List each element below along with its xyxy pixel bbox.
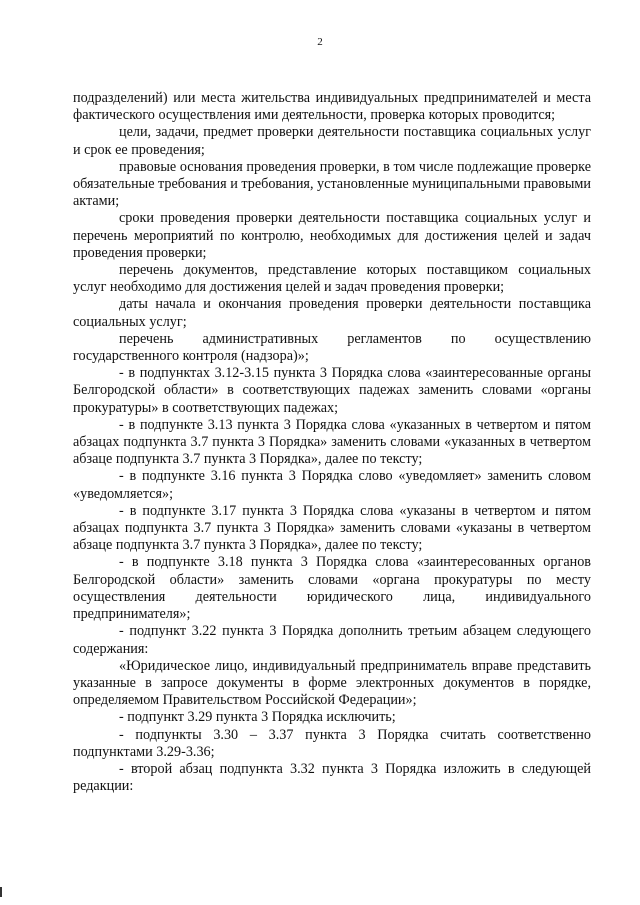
paragraph: перечень документов, представление которых поставщиком социальных услуг необходимо для достижения целей и задач проведения проверки;: [73, 262, 591, 296]
paragraph: подразделений) или места жительства индивидуальных предпринимателей и места фактического осуществления ими деятельности, проверка которых проводится;: [73, 90, 591, 124]
paragraph: - в подпункте 3.13 пункта 3 Порядка слова «указанных в четвертом и пятом абзацах подпункта 3.7 пункта 3 Порядка» заменить словами «указанных в четвертом абзаце подпункта 3.7 пункта 3 Порядка», далее по тексту;: [73, 416, 591, 468]
scan-mark: [0, 887, 2, 897]
paragraph: - в подпункте 3.18 пункта 3 Порядка слова «заинтересованных органов Белгородской области» заменить словами «органа прокуратуры по месту осуществления деятельности юридического лица, индивидуального предпринимателя»;: [73, 554, 591, 623]
paragraph: цели, задачи, предмет проверки деятельности поставщика социальных услуг и срок ее проведения;: [73, 124, 591, 158]
paragraph: даты начала и окончания проведения проверки деятельности поставщика социальных услуг;: [73, 296, 591, 330]
paragraph: «Юридическое лицо, индивидуальный предприниматель вправе представить указанные в запросе документы в форме электронных документов в порядке, определяемом Правительством Российской Федерации»;: [73, 657, 591, 709]
paragraph: сроки проведения проверки деятельности поставщика социальных услуг и перечень мероприятий по контролю, необходимых для достижения целей и задач проведения проверки;: [73, 210, 591, 261]
paragraph: перечень административных регламентов по осуществлению государственного контроля (надзора)»;: [73, 330, 591, 365]
paragraph: - в подпункте 3.16 пункта 3 Порядка слово «уведомляет» заменить словом «уведомляется»;: [73, 468, 591, 502]
paragraph: - подпункт 3.29 пункта 3 Порядка исключить;: [119, 709, 396, 726]
paragraph: правовые основания проведения проверки, в том числе подлежащие проверке обязательные требования и требования, установленные муниципальными правовыми актами;: [73, 158, 591, 210]
paragraph: - подпункт 3.22 пункта 3 Порядка дополнить третьим абзацем следующего содержания:: [73, 623, 591, 657]
paragraph: - второй абзац подпункта 3.32 пункта 3 Порядка изложить в следующей редакции:: [73, 760, 591, 795]
page-number: 2: [317, 36, 323, 48]
paragraph: - в подпунктах 3.12-3.15 пункта 3 Порядка слова «заинтересованные органы Белгородской области» в соответствующих падежах заменить словами «органы прокуратуры» в соответствующих падежах;: [73, 365, 591, 416]
paragraph: - в подпункте 3.17 пункта 3 Порядка слова «указаны в четвертом и пятом абзацах подпункта 3.7 пункта 3 Порядка» заменить словами «указаны в четвертом абзаце подпункта 3.7 пункта 3 Порядка», далее по тексту;: [73, 502, 591, 554]
paragraph: - подпункты 3.30 – 3.37 пункта 3 Порядка считать соответственно подпунктами 3.29-3.36;: [73, 726, 591, 760]
body-text: [73, 90, 591, 795]
